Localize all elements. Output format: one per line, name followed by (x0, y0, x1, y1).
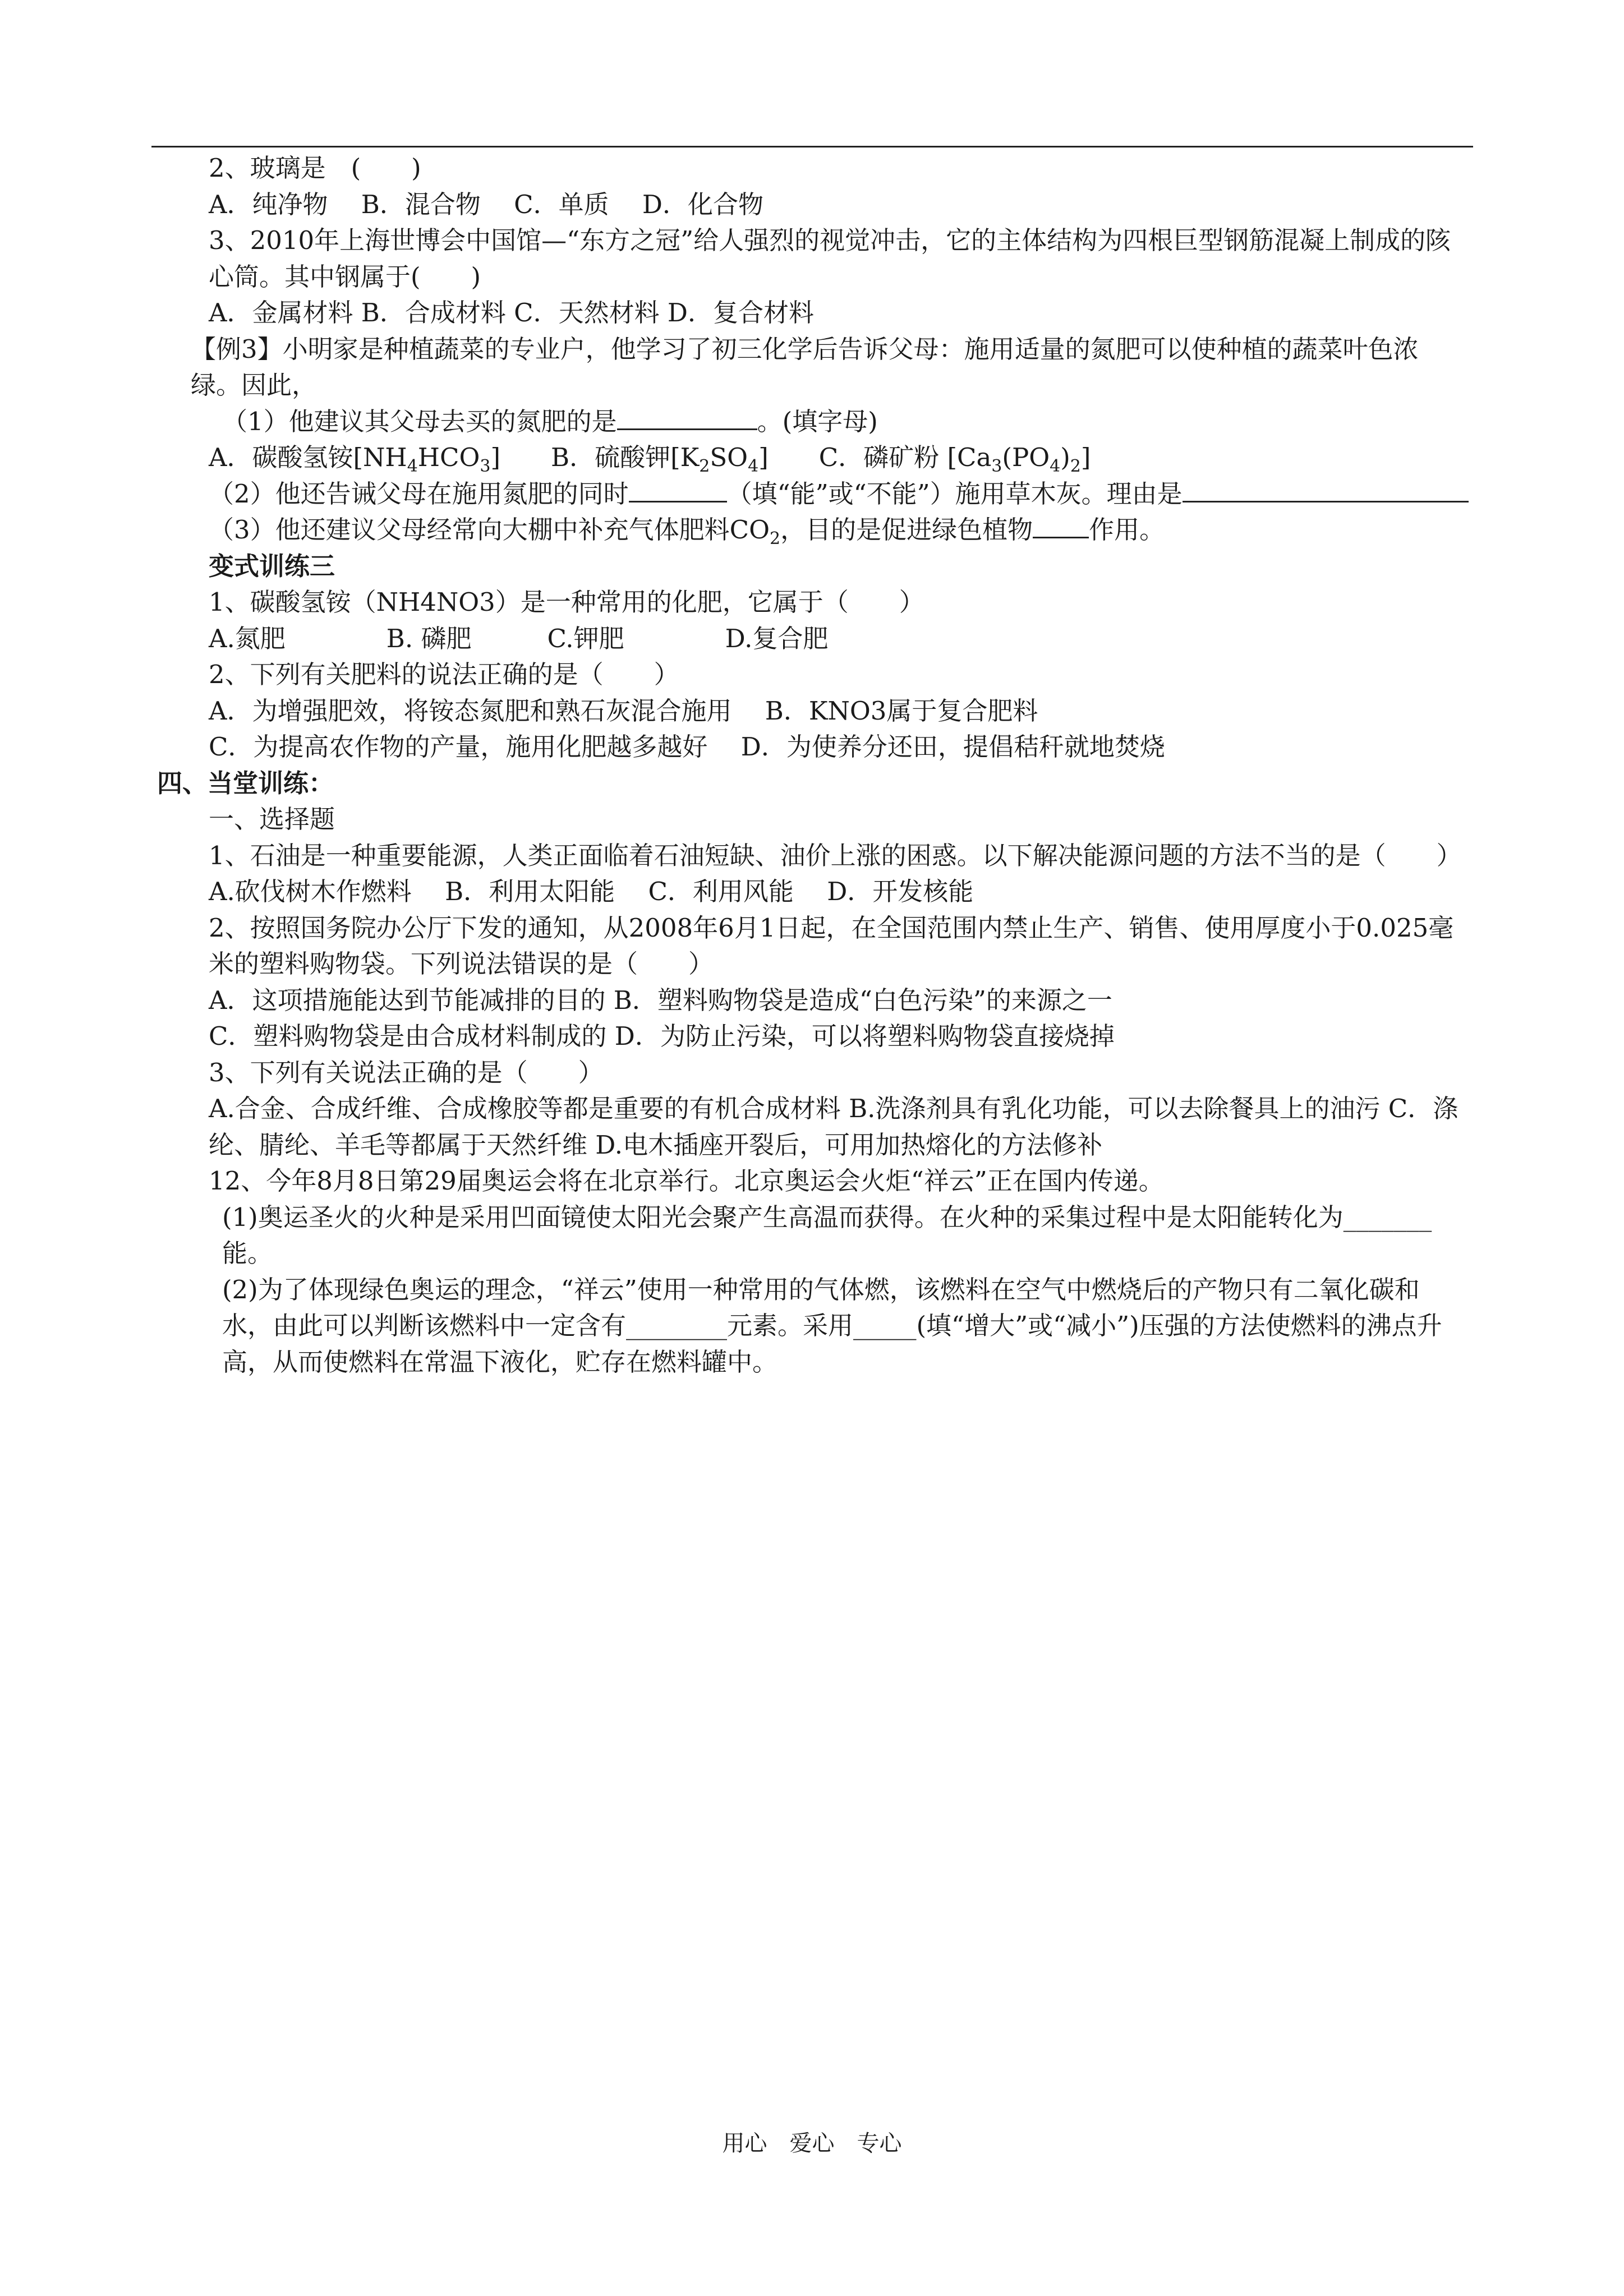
text: ] C．磷矿粉 [Ca (758, 442, 992, 472)
example-3-part-1 (157, 404, 1464, 440)
variant-question-1-options: A.氮肥 B. 磷肥 C.钾肥 D.复合肥 (209, 623, 829, 653)
subsection-choice: 一、选择题 (209, 804, 335, 834)
page-footer: 用心 爱心 专心 (722, 2131, 902, 2156)
text: SO (710, 442, 748, 472)
subscript: 2 (769, 529, 781, 548)
variant-question-2-options-ab: A．为增强肥效，将铵态氮肥和熟石灰混合施用 B．KNO3属于复合肥料 (209, 695, 1038, 726)
text: （填“能”或“不能”）施用草木灰。理由是 (726, 478, 1183, 509)
text: HCO (417, 442, 480, 472)
practice-question-12-part-1: (1)奥运圣火的火种是采用凹面镜使太阳光会聚产生高温而获得。在火种的采集过程中是太阳能转化为_______能。 (222, 1202, 1432, 1268)
text: （3）他还建议父母经常向大棚中补充气体肥料CO (209, 515, 770, 545)
answer-blank (1033, 512, 1089, 538)
practice-question-3: 3、下列有关说法正确的是（ ） (209, 1057, 604, 1087)
practice-question-2-options-ab: A．这项措施能达到节能减排的目的 B．塑料购物袋是造成“白色污染”的来源之一 (209, 985, 1112, 1015)
practice-question-3-options: A.合金、合成纤维、合成橡胶等都是重要的有机合成材料 B.洗涤剂具有乳化功能，可以去除餐具上的油污 C．涤纶、腈纶、羊毛等都属于天然纤维 D.电木插座开裂后，可用加热熔化的方法修补 (209, 1094, 1459, 1160)
variant-question-2: 2、下列有关肥料的说法正确的是（ ） (209, 660, 679, 689)
practice-question-1-options: A.砍伐树木作燃料 B．利用太阳能 C．利用风能 D．开发核能 (209, 877, 974, 906)
section-4-heading: 四、当堂训练： (157, 768, 334, 798)
header-rule (151, 146, 1473, 147)
example-3-part-2 (157, 476, 1464, 513)
answer-blank (1183, 476, 1469, 502)
document-body (157, 150, 1464, 1380)
question-2-glass: 2、玻璃是 ( ) (209, 153, 421, 183)
subscript: 3 (480, 457, 491, 476)
practice-question-12: 12、今年8月8日第29届奥运会将在北京举行。北京奥运会火炬“祥云”正在国内传递。 (209, 1166, 1164, 1196)
answer-blank (617, 404, 757, 430)
text: A．碳酸氢铵[NH (209, 442, 407, 472)
section-variant-training-3: 变式训练三 (209, 551, 335, 581)
example-3-part-3 (157, 512, 1464, 548)
subscript: 4 (1050, 457, 1061, 476)
text: (PO (1002, 442, 1050, 472)
text: ) (1060, 442, 1070, 472)
practice-question-2-options-cd: C．塑料购物袋是由合成材料制成的 D．为防止污染，可以将塑料购物袋直接烧掉 (209, 1021, 1115, 1051)
subscript: 3 (991, 457, 1002, 476)
variant-question-2-options-cd: C．为提高农作物的产量，施用化肥越多越好 D．为使养分还田，提倡秸秆就地焚烧 (209, 732, 1165, 762)
text: ] B．硫酸钾[K (490, 442, 700, 472)
question-3-options: A．金属材料 B．合成材料 C．天然材料 D．复合材料 (209, 298, 814, 328)
subscript: 2 (699, 457, 710, 476)
subscript: 4 (407, 457, 418, 476)
text: （1）他建议其父母去买的氮肥的是 (222, 406, 617, 436)
subscript: 4 (748, 457, 759, 476)
text: ，目的是促进绿色植物 (780, 515, 1033, 545)
subscript: 2 (1070, 457, 1081, 476)
question-3-expo: 3、2010年上海世博会中国馆—“东方之冠”给人强烈的视觉冲击，它的主体结构为四根巨型钢筋混凝上制成的陔心筒。其中钢属于( ) (209, 225, 1451, 292)
text: 。(填字母) (757, 406, 878, 436)
question-2-options: A．纯净物 B．混合物 C．单质 D．化合物 (209, 189, 763, 219)
answer-blank (629, 476, 727, 502)
example-3-options (157, 440, 1464, 476)
text: （2）他还告诫父母在施用氮肥的同时 (209, 478, 629, 509)
example-3-intro: 【例3】小明家是种植蔬菜的专业户，他学习了初三化学后告诉父母：施用适量的氮肥可以使种植的蔬菜叶色浓绿。因此， (191, 334, 1419, 400)
practice-question-12-part-2: (2)为了体现绿色奥运的理念，“祥云”使用一种常用的气体燃，该燃料在空气中燃烧后的产物只有二氧化碳和水，由此可以判断该燃料中一定含有________元素。采用_____(填“增大”或“减小”)压强的方法使燃料的沸点升高，从而使燃料在常温下液化，贮存在燃料罐中。 (222, 1274, 1442, 1377)
text: 作用。 (1089, 515, 1165, 545)
practice-question-1: 1、石油是一种重要能源，人类正面临着石油短缺、油价上涨的困惑。以下解决能源问题的方法不当的是（ ） (209, 840, 1462, 870)
practice-question-2: 2、按照国务院办公厅下发的通知，从2008年6月1日起，在全国范围内禁止生产、销售、使用厚度小于0.025毫米的塑料购物袋。下列说法错误的是（ ） (209, 912, 1454, 979)
variant-question-1: 1、碳酸氢铵（NH4NO3）是一种常用的化肥，它属于（ ） (209, 587, 924, 617)
text: ] (1080, 442, 1091, 472)
